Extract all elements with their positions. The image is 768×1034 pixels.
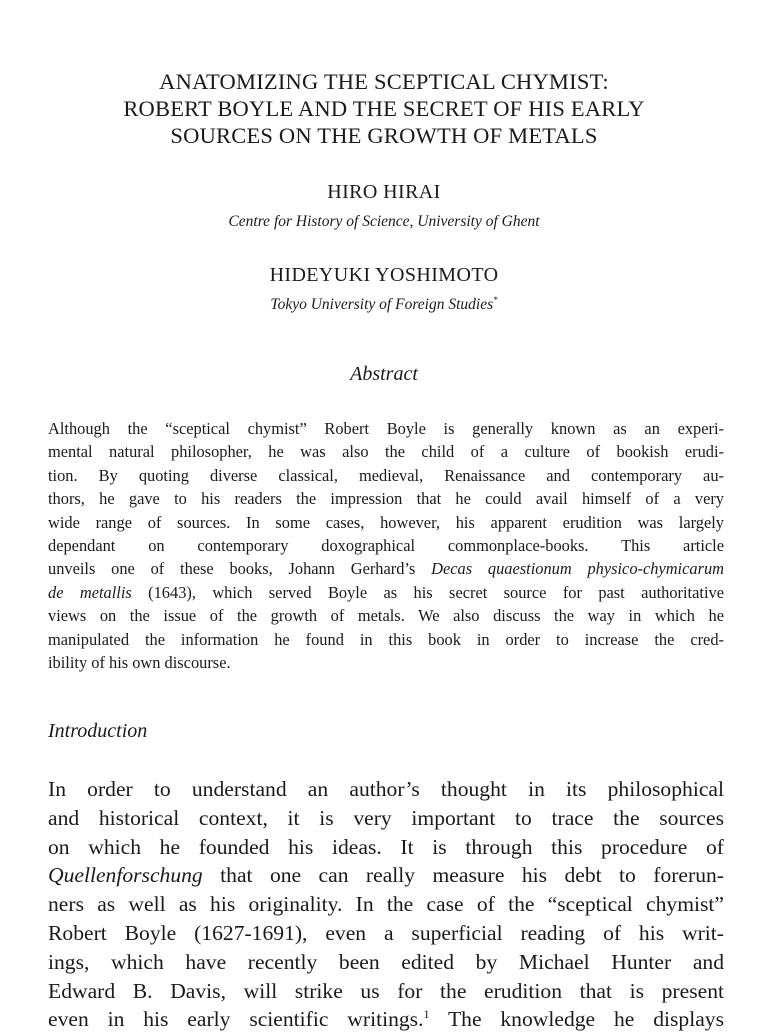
- introduction-body: [48, 775, 724, 1034]
- abstract-line: thors, he gave to his readers the impression that he could avail himself of a very: [48, 489, 724, 509]
- author-name-1: HIRO HIRAI: [327, 181, 441, 203]
- body-text: The knowledge he displays: [447, 1007, 724, 1032]
- body-line: In order to understand an author’s thought in its philosophical: [48, 777, 724, 801]
- abstract-line: [48, 581, 724, 604]
- affiliation-text-1: Centre for History of Science, University of Ghent: [228, 213, 540, 230]
- body-text: that one can really measure his debt to forerun-: [220, 863, 724, 888]
- abstract-heading: Abstract: [350, 363, 418, 385]
- body-line: ings, which have recently been edited by Michael Hunter and: [48, 949, 724, 974]
- section-heading-introduction: Introduction: [48, 720, 148, 742]
- abstract-line: mental natural philosopher, he was also the child of a culture of bookish erudi-: [48, 442, 724, 462]
- abstract-line: tion. By quoting diverse classical, medieval, Renaissance and contemporary au-: [48, 465, 724, 485]
- italic-term: Quellenforschung: [48, 863, 203, 888]
- body-line: on which he founded his ideas. It is through this procedure of: [48, 834, 724, 859]
- author-affiliation-1: [40, 213, 728, 231]
- article-title: [40, 68, 728, 149]
- body-text: even in his early scientific writings.: [48, 1007, 424, 1032]
- title-line-2: ROBERT BOYLE AND THE SECRET OF HIS EARLY: [123, 96, 645, 121]
- affiliation-text-2: Tokyo University of Foreign Studies: [270, 296, 494, 313]
- book-title-italic: Decas quaestionum physico-chymicarum: [431, 559, 724, 579]
- abstract-line: ibility of his own discourse.: [48, 653, 231, 673]
- abstract-line: manipulated the information he found in this book in order to increase the cred-: [48, 629, 724, 649]
- abstract-text: unveils one of these books, Johann Gerhard’s: [48, 559, 416, 579]
- body-line: ners as well as his originality. In the case of the “sceptical chymist”: [48, 892, 724, 917]
- body-line: Edward B. Davis, will strike us for the erudition that is present: [48, 978, 724, 1003]
- abstract-line: views on the issue of the growth of metals. We also discuss the way in which he: [48, 606, 724, 626]
- abstract-line: dependant on contemporary doxographical commonplace-books. This article: [48, 536, 724, 556]
- title-line-3: SOURCES ON THE GROWTH OF METALS: [170, 123, 598, 148]
- body-line: [48, 1005, 724, 1034]
- body-line: and historical context, it is very important to trace the sources: [48, 805, 724, 830]
- book-title-italic: de metallis: [48, 582, 132, 602]
- author-affiliation-2: [40, 296, 728, 314]
- body-line: [48, 861, 724, 890]
- body-line: Robert Boyle (1627-1691), even a superficial reading of his writ-: [48, 920, 724, 945]
- affiliation-footnote-mark: *: [493, 294, 498, 305]
- abstract-line: wide range of sources. In some cases, however, his apparent erudition was largely: [48, 512, 724, 532]
- title-line-1: ANATOMIZING THE SCEPTICAL CHYMIST:: [159, 69, 609, 94]
- abstract-line: [48, 557, 724, 580]
- abstract-line: Although the “sceptical chymist” Robert Boyle is generally known as an experi-: [48, 419, 724, 438]
- abstract-text: (1643), which served Boyle as his secret source for past authoritative: [148, 582, 724, 602]
- author-name-2: HIDEYUKI YOSHIMOTO: [269, 264, 499, 286]
- footnote-marker[interactable]: 1: [423, 1007, 430, 1022]
- abstract-body: [48, 417, 724, 674]
